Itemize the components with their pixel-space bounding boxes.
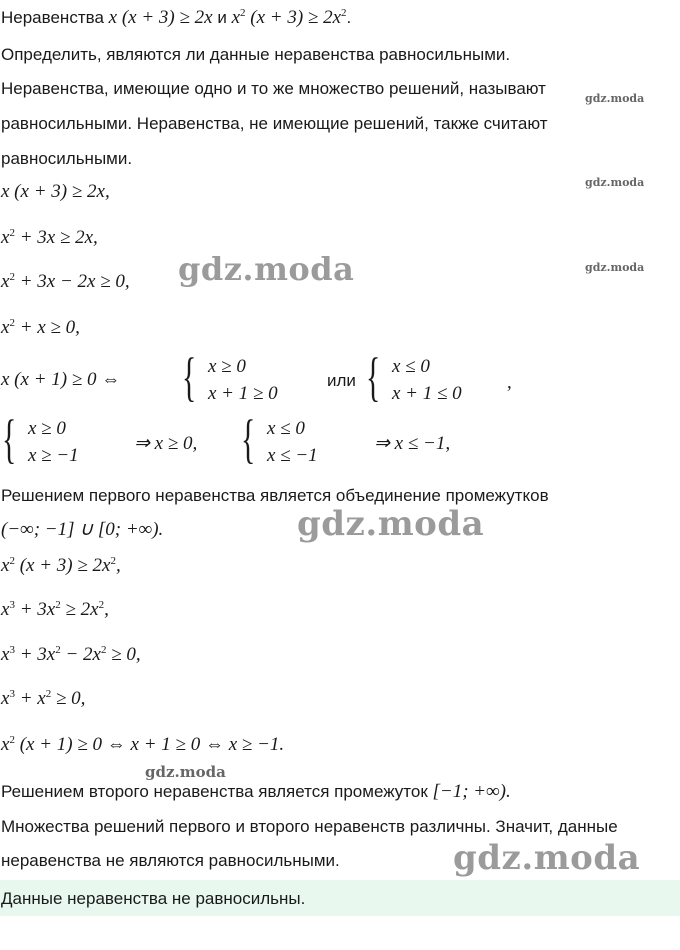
conclusion-line-1: Множества решений первого и второго неравенств различны. Значит, данные: [1, 817, 618, 836]
definition-line-2: равносильными. Неравенства, не имеющие решений, также считают: [1, 114, 548, 133]
step2-line2: $x^3 + 3x^2 \ge 2x^2$,: [1, 599, 109, 620]
system-b-row2: x + 1 ≤ 0: [392, 383, 462, 404]
step1-line4: $x^2 + x \ge 0$,: [1, 317, 80, 338]
system-d-result: ⇒ x ≤ −1,: [374, 433, 451, 454]
system-d-row2: x ≤ −1: [267, 445, 318, 466]
system-a-row1: x ≥ 0: [208, 356, 246, 377]
step1-line1: x (x + 3) ≥ 2x,: [1, 181, 110, 202]
system-a-row2: x + 1 ≥ 0: [208, 383, 278, 404]
system-c-row1: x ≥ 0: [28, 418, 66, 439]
watermark-large: gdz.moda: [297, 504, 485, 544]
step2-line5: $x^2$ (x + 1) ≥ 0 ⇔ x + 1 ≥ 0 ⇔ x ≥ −1.: [1, 734, 285, 755]
system-brace: {: [366, 347, 381, 407]
task-text: Определить, являются ли данные неравенства равносильными.: [1, 45, 511, 64]
watermark-small: gdz.moda: [585, 176, 645, 189]
watermark-small: gdz.moda: [585, 92, 645, 105]
result2-set: [−1; +∞).: [432, 781, 511, 802]
step1-line3: $x^2 + 3x - 2x \ge 0$,: [1, 271, 130, 292]
result2-line: [1, 782, 511, 801]
system-c-result: ⇒ x ≥ 0,: [134, 433, 198, 454]
watermark-small: gdz.moda: [145, 763, 226, 781]
definition-line-1: Неравенства, имеющие одно и то же множество решений, называют: [1, 79, 546, 98]
step1-line2: $x^2 + 3x \ge 2x$,: [1, 227, 98, 248]
result1-set: (−∞; −1] ∪ [0; +∞).: [1, 519, 164, 540]
definition-line-3: равносильными.: [1, 149, 133, 168]
step1-line5-lhs: x (x + 1) ≥ 0 ⇔: [1, 369, 121, 390]
step2-line4: $x^3 + x^2 \ge 0$,: [1, 688, 86, 709]
system-b-row1: x ≤ 0: [392, 356, 430, 377]
watermark-small: gdz.moda: [585, 261, 645, 274]
statement-joiner: и: [217, 8, 227, 27]
conclusion-line-2: неравенства не являются равносильными.: [1, 851, 340, 870]
watermark-large: gdz.moda: [178, 250, 355, 288]
system-brace: {: [241, 409, 256, 469]
step2-line3: $x^3 + 3x^2 - 2x^2 \ge 0$,: [1, 644, 141, 665]
statement-prefix: Неравенства: [1, 8, 104, 27]
inequality-1: x (x + 3) ≥ 2x: [108, 7, 213, 28]
problem-statement: Неравенства x (x + 3) ≥ 2x и $x^2$ $(x + 3) \ge 2x^2$.: [1, 7, 352, 28]
inequality-2: $x^2$ $(x + 3) \ge 2x^2$: [231, 7, 347, 28]
step2-line1: $x^2$ $(x + 3) \ge 2x^2$,: [1, 555, 121, 576]
system-line-end: ,: [507, 372, 512, 393]
watermark-large: gdz.moda: [453, 838, 641, 878]
system-d-row1: x ≤ 0: [267, 418, 305, 439]
system-brace: {: [2, 409, 17, 469]
answer-text: Данные неравенства не равносильны.: [1, 889, 306, 908]
system-c-row2: x ≥ −1: [28, 445, 79, 466]
or-word: или: [327, 371, 356, 390]
result2-text: Решением второго неравенства является промежуток: [1, 782, 428, 801]
system-brace: {: [182, 347, 197, 407]
result1-text: Решением первого неравенства является объединение промежутков: [1, 486, 549, 505]
